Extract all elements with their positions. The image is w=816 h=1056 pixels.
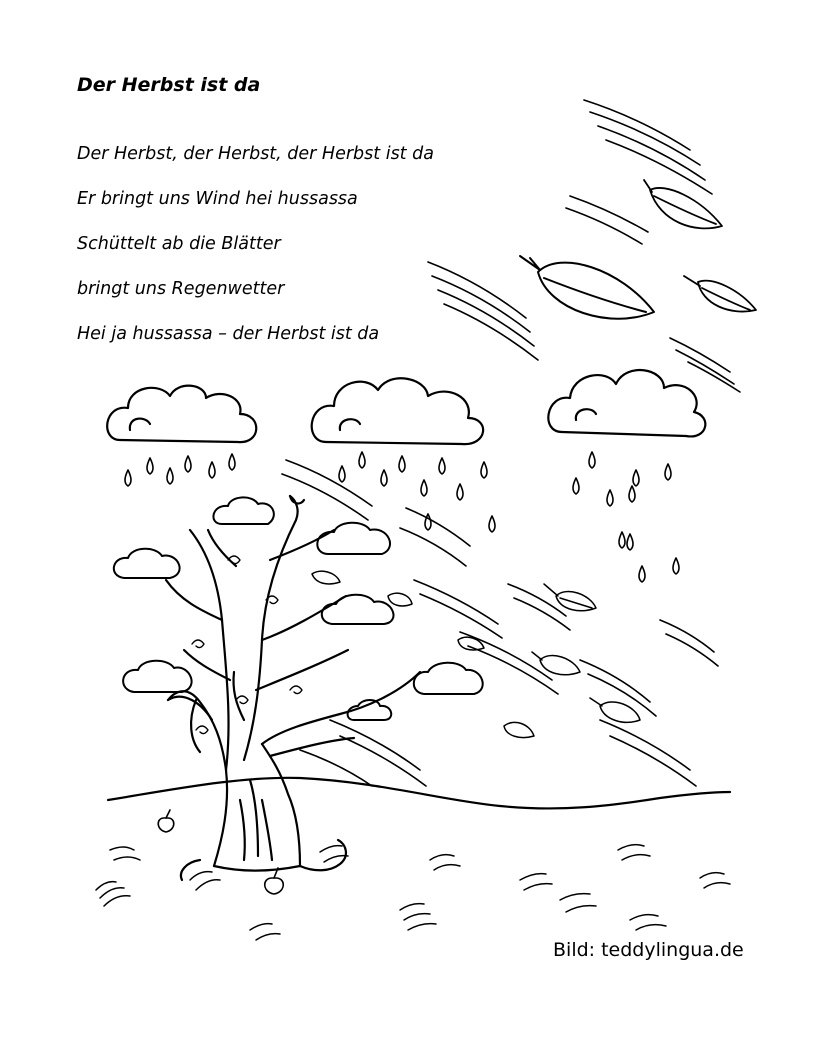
poem-title: Der Herbst ist da: [77, 74, 261, 96]
cloud-icon: [548, 370, 705, 436]
apple-icon: [158, 810, 174, 832]
leaf-icon: [590, 698, 640, 722]
poem-line: bringt uns Regenwetter: [77, 279, 285, 299]
leaf-icon: [520, 256, 654, 319]
poem-line: Er bringt uns Wind hei hussassa: [77, 189, 358, 209]
cloud-icon: [107, 386, 256, 442]
hill: [108, 778, 730, 809]
leaf-icon: [644, 180, 722, 228]
swirls: [192, 556, 302, 734]
leaf-icon: [504, 722, 534, 737]
image-credit: Bild: teddylingua.de: [553, 939, 744, 961]
apple-icon: [265, 868, 284, 894]
poem-line: Der Herbst, der Herbst, der Herbst ist da: [77, 144, 434, 164]
grass-tufts: [96, 845, 730, 940]
leaf-icon: [684, 276, 756, 312]
leaf-icon: [312, 571, 484, 650]
poem-line: Schüttelt ab die Blätter: [77, 234, 281, 254]
poem-line: Hei ja hussassa – der Herbst ist da: [77, 324, 380, 344]
cloud-icon: [312, 378, 483, 444]
